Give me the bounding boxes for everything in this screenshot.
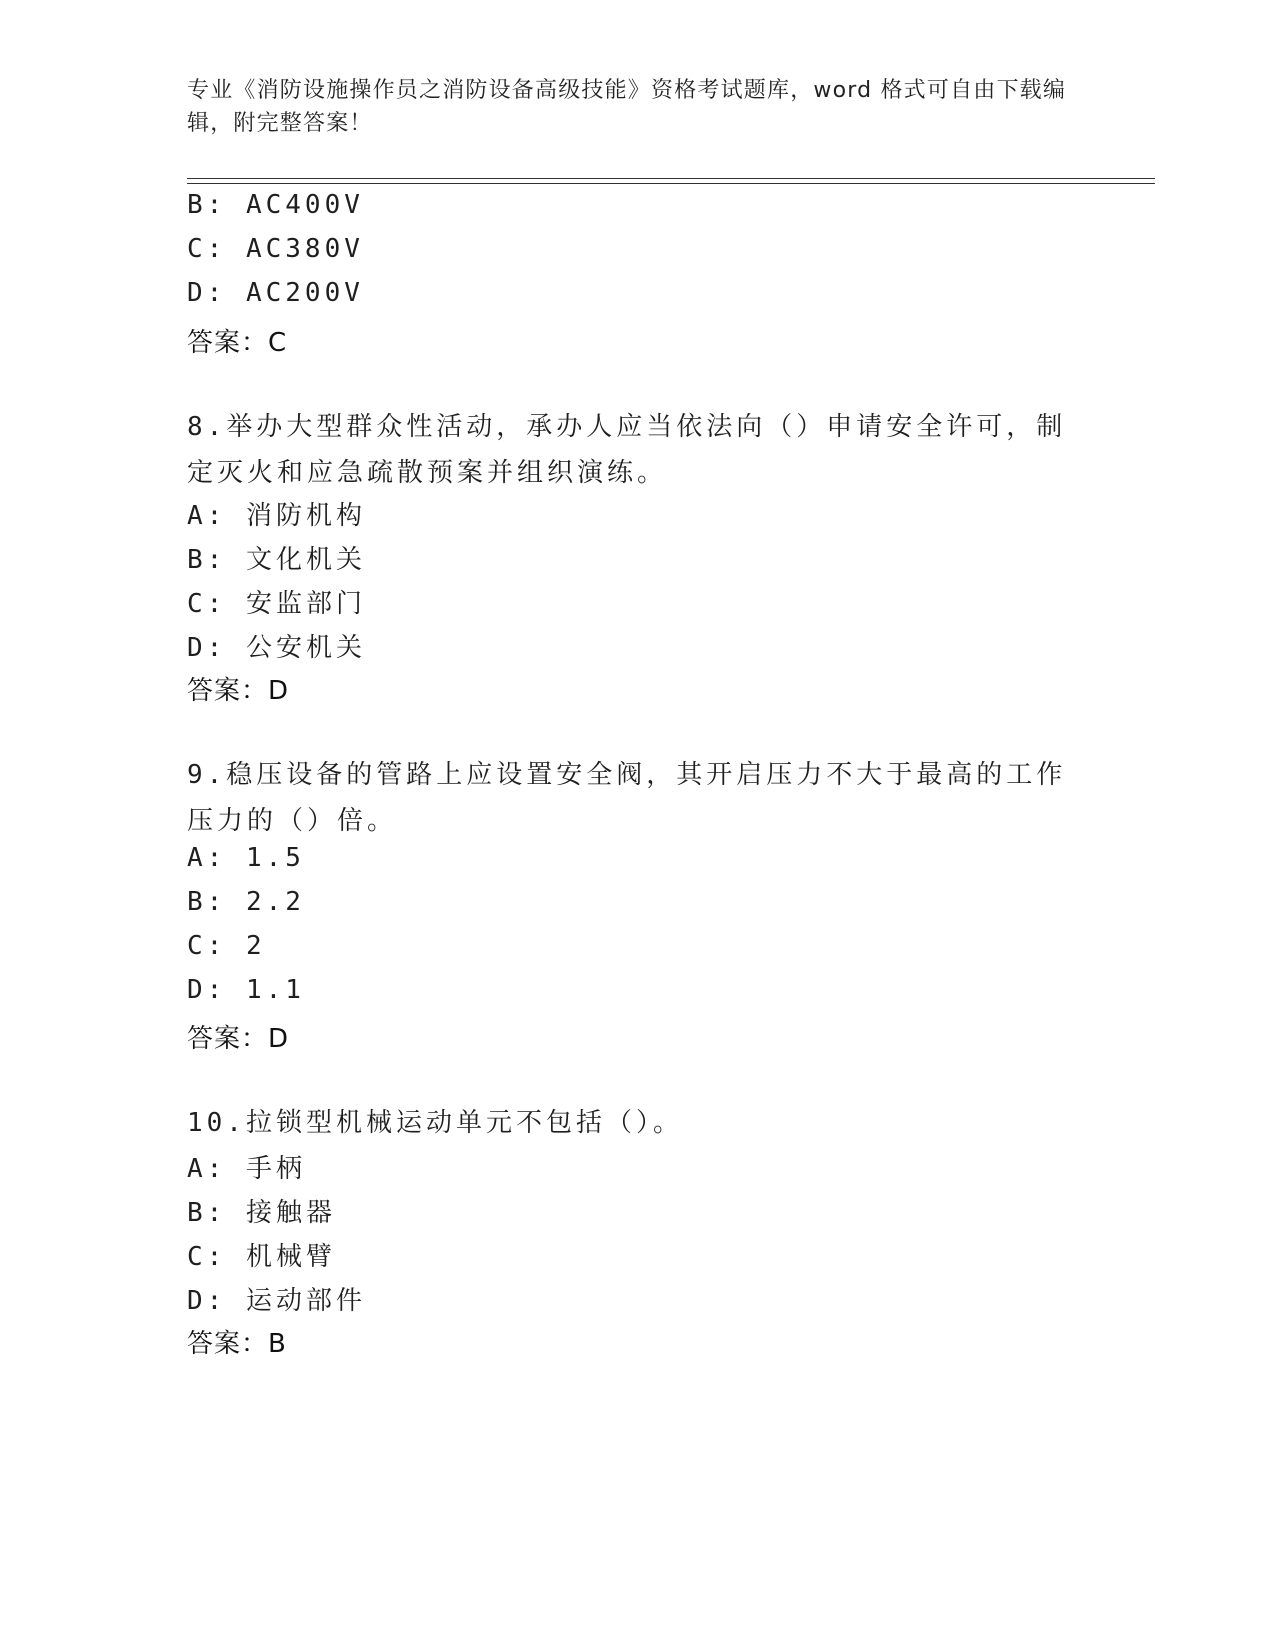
q9-answer: 答案：D bbox=[187, 1024, 290, 1054]
q10-option-b: B: 接触器 bbox=[187, 1198, 336, 1228]
q10-question: 10.拉锁型机械运动单元不包括（）。 bbox=[187, 1108, 683, 1138]
header-divider-top bbox=[187, 178, 1155, 179]
q7-option-b: B: AC400V bbox=[187, 190, 364, 220]
q10-option-d: D: 运动部件 bbox=[187, 1286, 366, 1316]
q8-option-a: A: 消防机构 bbox=[187, 501, 366, 531]
q7-answer: 答案：C bbox=[187, 328, 288, 358]
q8-option-d: D: 公安机关 bbox=[187, 633, 366, 663]
q9-question: 9.稳压设备的管路上应设置安全阀，其开启压力不大于最高的工作压力的（）倍。 bbox=[187, 760, 1067, 836]
q8-question: 8.举办大型群众性活动，承办人应当依法向（）申请安全许可，制定灭火和应急疏散预案并组织演练。 bbox=[187, 412, 1067, 488]
q10-option-a: A: 手柄 bbox=[187, 1154, 306, 1184]
q7-option-c: C: AC380V bbox=[187, 234, 364, 264]
q10-answer: 答案：B bbox=[187, 1329, 287, 1359]
header-divider-bottom bbox=[187, 183, 1155, 184]
q9-option-c: C: 2 bbox=[187, 931, 266, 961]
document-header: 专业《消防设施操作员之消防设备高级技能》资格考试题库，word 格式可自由下载编辑，附完整答案！ bbox=[187, 78, 1067, 136]
q7-option-d: D: AC200V bbox=[187, 278, 364, 308]
q8-option-b: B: 文化机关 bbox=[187, 545, 366, 575]
q9-option-b: B: 2.2 bbox=[187, 887, 305, 917]
q10-option-c: C: 机械臂 bbox=[187, 1242, 336, 1272]
q8-option-c: C: 安监部门 bbox=[187, 589, 366, 619]
q9-option-a: A: 1.5 bbox=[187, 843, 305, 873]
q9-option-d: D: 1.1 bbox=[187, 975, 305, 1005]
q8-answer: 答案：D bbox=[187, 676, 290, 706]
